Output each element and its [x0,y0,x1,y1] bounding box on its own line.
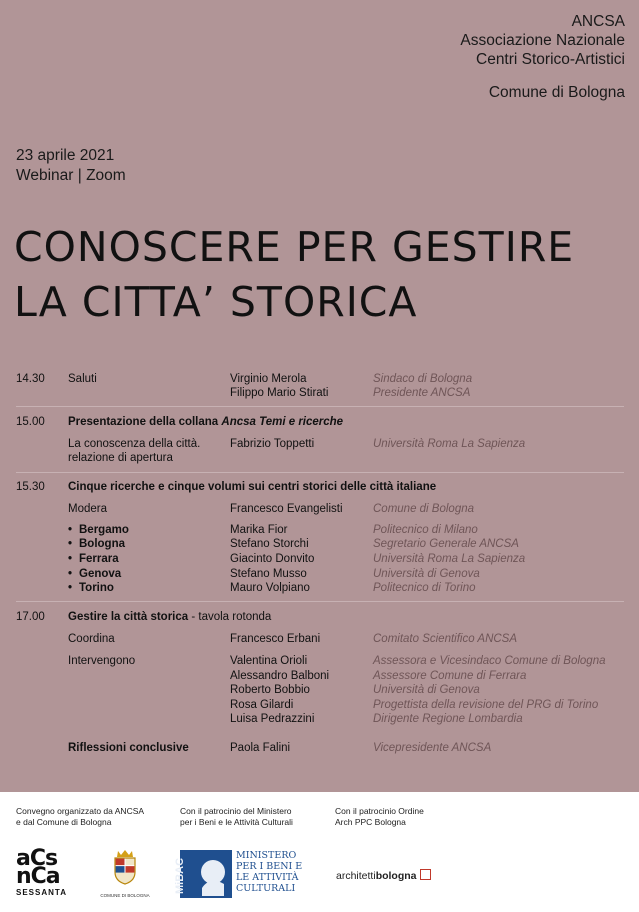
speaker-name: Luisa Pedrazzini [230,713,315,725]
session-time: 17.00 [16,611,45,623]
note-line: Arch PPC Bologna [335,817,406,827]
divider [16,406,624,407]
moderator-label: Modera [68,503,107,515]
mibac-line: LE ATTIVITÀ [236,872,299,883]
square-mark-icon [420,869,431,880]
note-line: e dal Comune di Bologna [16,817,112,827]
patronage-note [180,806,293,828]
session-title [68,610,271,625]
session-subtitle: La conoscenza della città. [68,438,201,450]
speaker-role: Progettista della revisione del PRG di Torino [373,699,599,711]
speaker-role: Vicepresidente ANCSA [373,742,492,754]
speaker-name: Mauro Volpiano [230,582,310,594]
session-title-text: Presentazione della collana [68,416,222,428]
speaker-name: Stefano Musso [230,568,307,580]
city-item: • Torino [68,582,114,594]
session-time: 15.00 [16,416,45,428]
speaker-name: Giacinto Donvito [230,553,315,565]
coordinator-label: Coordina [68,633,115,645]
note-line: Convegno organizzato da ANCSA [16,806,145,816]
speaker-name: Valentina Orioli [230,655,308,667]
city-item: • Ferrara [68,553,119,565]
speaker-role: Università Roma La Sapienza [373,438,526,450]
mibac-text [236,850,302,894]
city-name: Ferrara [79,553,119,565]
city-item: • Bologna [68,538,125,550]
speaker-role: Assessore Comune di Ferrara [373,670,527,682]
footer [0,792,639,912]
mibac-line: CULTURALI [236,883,296,894]
comune-name: Comune di Bologna [488,84,625,101]
architetti-bologna-logo [336,869,431,882]
speaker-role: Presidente ANCSA [373,387,471,399]
mibac-logo [174,850,303,903]
closing-label: Riflessioni conclusive [68,742,189,754]
session-time: 14.30 [16,373,45,385]
logo-caption: SESSANTA [16,888,67,897]
mibac-line: PER I BENI E [236,861,303,872]
speaker-role: Segretario Generale ANCSA [373,538,519,550]
speaker-name: Francesco Evangelisti [230,503,343,515]
city-item: • Genova [68,568,122,580]
logo-text: nCa [16,864,60,889]
city-item: • Bergamo [68,524,129,536]
session-title [68,415,343,430]
note-line: Con il patrocinio Ordine [335,806,424,816]
speaker-name: Filippo Mario Stirati [230,387,329,399]
speaker-role: Politecnico di Milano [373,524,478,536]
speaker-role: Politecnico di Torino [373,582,476,594]
organizer-note [16,806,144,828]
panel-label: Intervengono [68,655,136,667]
mibac-emblem-icon [174,850,232,898]
title-line: CONOSCERE PER GESTIRE [14,223,575,271]
city-name: Bergamo [79,524,129,536]
logo-caption: COMUNE DI BOLOGNA [100,893,150,898]
speaker-name: Marika Fior [230,524,288,536]
speaker-name: Francesco Erbani [230,633,321,645]
session-title: Cinque ricerche e cinque volumi sui centri storici delle città italiane [68,481,437,493]
patronage-note [335,806,424,828]
session-subtitle: relazione di apertura [68,452,173,464]
speaker-role: Università di Genova [373,568,480,580]
speaker-name: Stefano Storchi [230,538,309,550]
series-name: Ancsa Temi e ricerche [221,416,344,428]
speaker-role: Comune di Bologna [373,503,475,515]
note-line: per i Beni e le Attività Culturali [180,817,293,827]
org-name-line: Associazione Nazionale [460,32,625,49]
speaker-role: Università Roma La Sapienza [373,553,526,565]
speaker-role: Sindaco di Bologna [373,373,473,385]
event-date: 23 aprile 2021 [16,147,115,164]
divider [16,601,624,602]
session-label: Saluti [68,373,97,385]
speaker-name: Alessandro Balboni [230,670,330,682]
city-name: Bologna [79,538,125,550]
city-name: Genova [79,568,122,580]
speaker-role: Università di Genova [373,684,480,696]
comune-di-bologna-logo [100,848,150,898]
event-info [16,146,126,186]
note-line: Con il patrocinio del Ministero [180,806,292,816]
coat-of-arms-icon [110,848,140,886]
event-title [14,220,574,330]
speaker-name: Virginio Merola [230,373,307,385]
speaker-role: Comitato Scientifico ANCSA [373,633,518,645]
org-name-line: ANCSA [571,13,625,30]
title-line: LA CITTA’ STORICA [14,278,418,326]
speaker-name: Rosa Gilardi [230,699,294,711]
session-title-suffix: - tavola rotonda [188,611,272,623]
logo-text: architetti [336,870,376,882]
city-name: Torino [79,582,114,594]
speaker-name: Fabrizio Toppetti [230,438,315,450]
mibac-line: MINISTERO [236,850,297,861]
ancsa-sessanta-logo [16,846,76,897]
logo-text: aCs [16,846,58,871]
speaker-name: Roberto Bobbio [230,684,310,696]
session-title-text: Gestire la città storica [68,611,189,623]
speaker-name: Paola Falini [230,742,291,754]
speaker-role: Dirigente Regione Lombardia [373,713,523,725]
logo-text-bold: bologna [375,870,417,882]
session-time: 15.30 [16,481,45,493]
event-format: Webinar | Zoom [16,167,126,184]
speaker-role: Assessora e Vicesindaco Comune di Bologna [373,655,606,667]
mibac-vertical-text: MiBAC [174,857,186,894]
organizer-block [460,12,625,102]
divider [16,472,624,473]
org-name-line: Centri Storico-Artistici [476,51,625,68]
